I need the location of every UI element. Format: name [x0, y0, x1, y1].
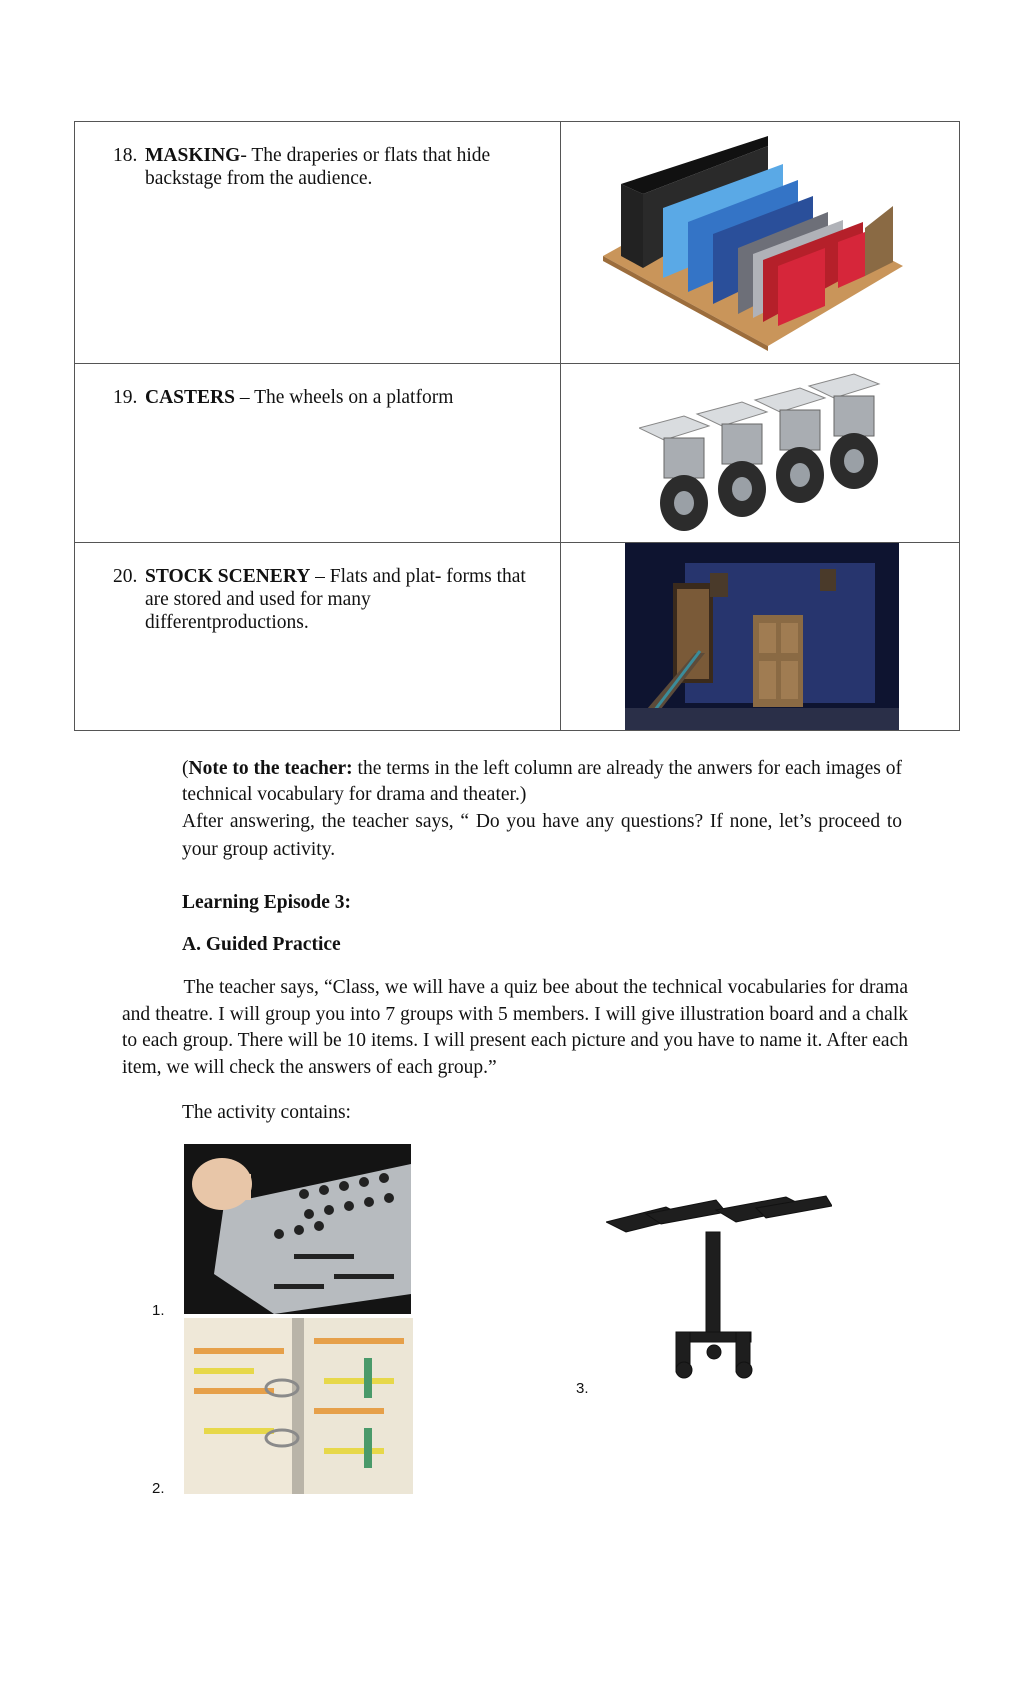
- sound-mixer-photo: [184, 1144, 411, 1314]
- term-name: STOCK SCENERY: [145, 566, 311, 587]
- stock-scenery-photo: [625, 543, 899, 730]
- term-separator: –: [234, 387, 255, 408]
- cue-binder-graphic: [184, 1318, 413, 1494]
- term-separator: -: [240, 145, 252, 166]
- activity-instructions: The teacher says, “Class, we will have a quiz bee about the technical vocabularies for drama and theatre. I will group you into 7 groups with 5 members. I will give illustration board and a chalk to each group. There will be 10 items. I will present each picture and you have to name it. After each item, we will check the answers of each group.”: [122, 977, 909, 1078]
- stage-masking-illustration: [603, 136, 918, 351]
- term-number: 18.: [113, 145, 138, 166]
- lighting-rig-photo: [606, 1192, 832, 1394]
- term-number: 20.: [113, 566, 138, 587]
- vocabulary-table: [74, 121, 960, 731]
- teacher-note: (Note to the teacher: the terms in the left column are already the anwers for each images of technical vocabulary for drama and theater.): [182, 758, 902, 805]
- note-label: Note to the teacher:: [188, 758, 353, 779]
- term-definition: The wheels on a platform: [254, 387, 454, 408]
- term-definition: Flats and plat- forms that are stored and used for many differentproductions.: [145, 566, 526, 633]
- activity-item-number: 3.: [576, 1380, 589, 1397]
- note-text: the terms in the left column are already the anwers for each images of technical vocabulary for drama and theater.): [182, 758, 902, 805]
- section-heading: A. Guided Practice: [182, 934, 341, 955]
- activity-item-number: 1.: [152, 1302, 165, 1319]
- vocab-row-stock-scenery: [75, 543, 960, 731]
- episode-heading: Learning Episode 3:: [182, 892, 352, 913]
- activity-item-number: 2.: [152, 1480, 165, 1497]
- term-name: MASKING: [145, 145, 241, 166]
- casters-photo: [639, 368, 889, 538]
- sound-mixer-graphic: [184, 1144, 411, 1314]
- activity-intro: The activity contains:: [182, 1102, 351, 1123]
- term-separator: –: [310, 566, 330, 587]
- vocab-row-casters: [75, 364, 960, 543]
- term-number: 19.: [113, 387, 138, 408]
- lighting-rig-graphic: [606, 1192, 832, 1394]
- cue-binder-photo: [184, 1318, 413, 1494]
- vocab-row-masking: [75, 122, 960, 364]
- teacher-question: After answering, the teacher says, “ Do you have any questions? If none, let’s proceed to your group activity.: [182, 811, 902, 860]
- term-definition: The draperies or flats that hide backstage from the audience.: [145, 145, 491, 189]
- term-name: CASTERS: [145, 387, 235, 408]
